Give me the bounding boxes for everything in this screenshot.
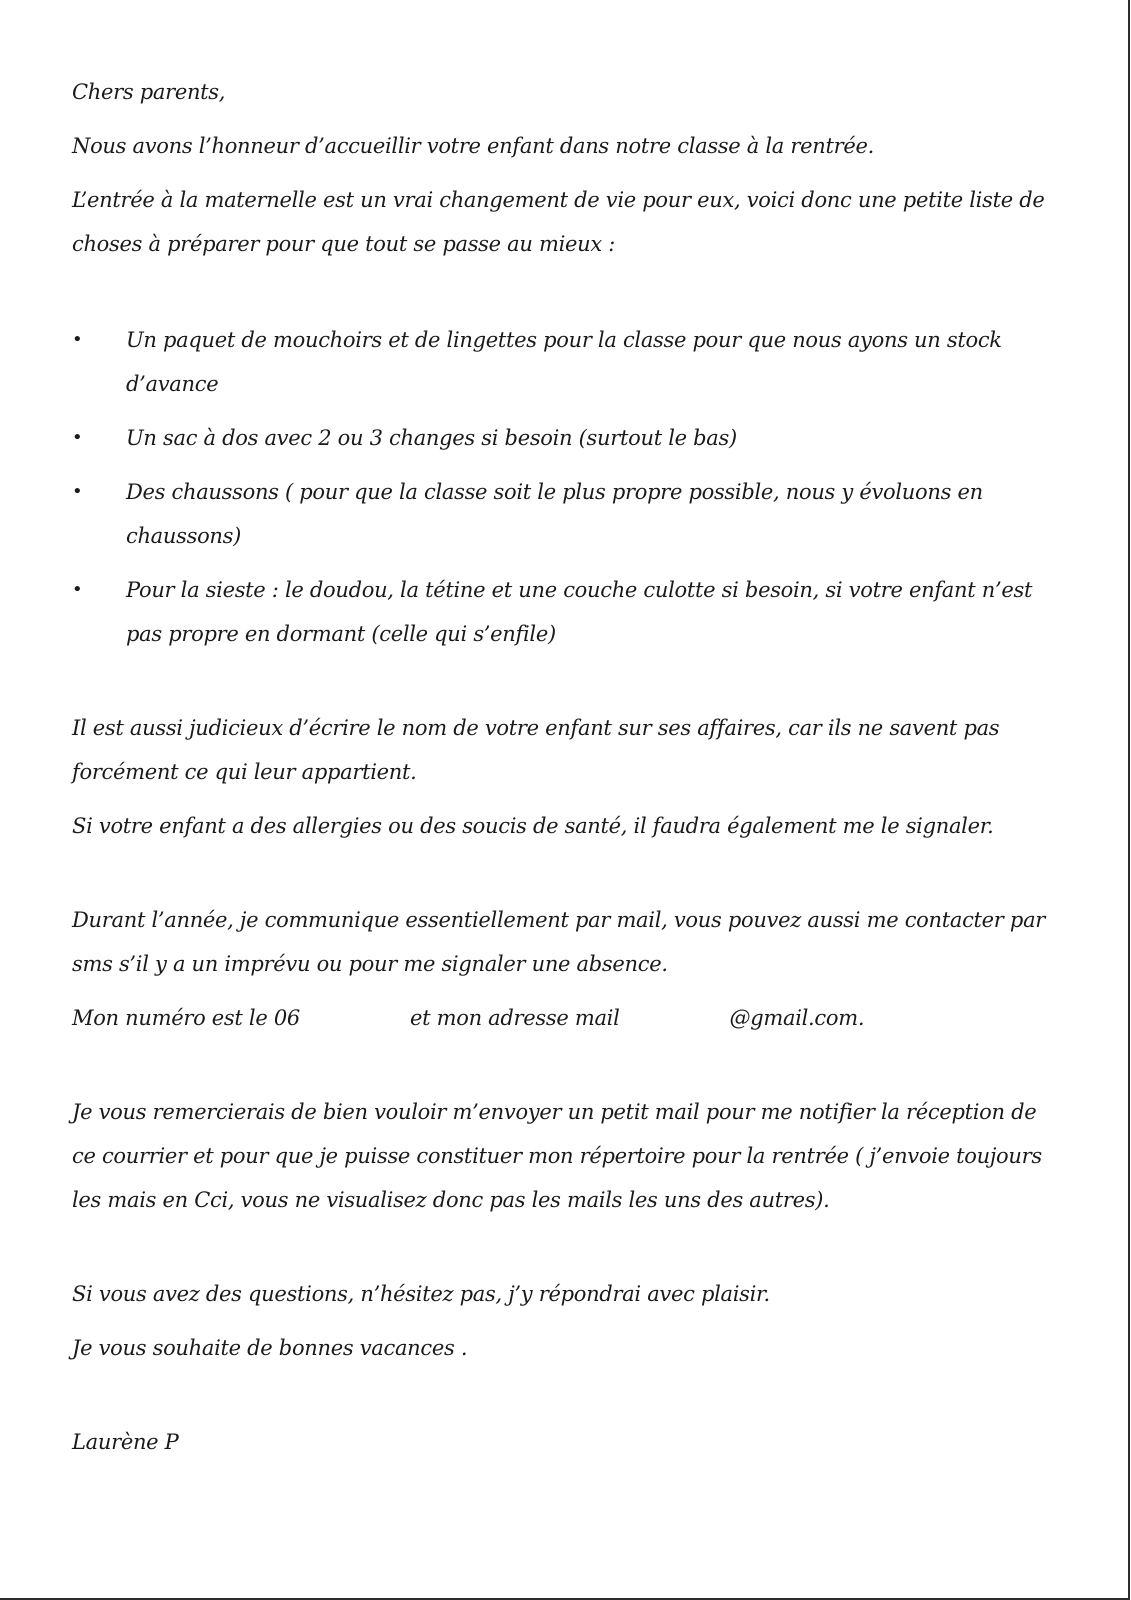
spacer [72,1380,1062,1420]
intro-paragraph: Nous avons l’honneur d’accueillir votre enfant dans notre classe à la rentrée. [72,134,874,158]
spacer [72,276,1062,318]
spacer [72,1232,1062,1272]
bullet-icon: • [72,427,83,448]
spacer [72,858,1062,898]
letter-body [72,70,1062,1474]
health-note-paragraph: Si votre enfant a des allergies ou des soucis de santé, il faudra également me le signaler. [72,814,994,838]
list-item [72,318,1062,406]
wishes-paragraph: Je vous souhaite de bonnes vacances . [72,1336,468,1360]
communication-paragraph: Durant l’année, je communique essentiellement par mail, vous pouvez aussi me contacter par sms s’il y a un imprévu ou pour me signaler une absence. [72,908,1046,976]
list-item-text: Pour la sieste : le doudou, la tétine et une couche culotte si besoin, si votre enfant n’est pas propre en dormant (celle qui s’enfile) [126,578,1033,646]
list-item-text: Des chaussons ( pour que la classe soit le plus propre possible, nous y évoluons en chaussons) [126,480,983,548]
bullet-icon: • [72,481,83,502]
mail-label: et mon adresse mail [409,1006,620,1030]
context-paragraph: L’entrée à la maternelle est un vrai changement de vie pour eux, voici donc une petite liste de choses à préparer pour que tout se passe au mieux : [72,188,1045,256]
list-item [72,416,1062,460]
request-paragraph: Je vous remercierais de bien vouloir m’envoyer un petit mail pour me notifier la réception de ce courrier et pour que je puisse constituer mon répertoire pour la rentrée ( j’envoie toujours les mais en Cci, vous ne visualisez donc pas les mails les uns des autres). [72,1100,1042,1212]
mail-domain: @gmail.com. [729,1006,865,1030]
supplies-list [72,318,1062,656]
list-item-text: Un paquet de mouchoirs et de lingettes pour la classe pour que nous ayons un stock d’avance [126,328,1002,396]
bullet-icon: • [72,579,83,600]
list-item [72,568,1062,656]
contact-line [72,996,1062,1040]
spacer [72,1050,1062,1090]
questions-paragraph: Si vous avez des questions, n’hésitez pas, j’y répondrai avec plaisir. [72,1282,770,1306]
greeting: Chers parents, [72,80,226,104]
spacer [72,666,1062,706]
bullet-icon: • [72,329,83,350]
names-note-paragraph: Il est aussi judicieux d’écrire le nom de votre enfant sur ses affaires, car ils ne savent pas forcément ce qui leur appartient. [72,716,1000,784]
list-item-text: Un sac à dos avec 2 ou 3 changes si besoin (surtout le bas) [126,426,737,450]
phone-label: Mon numéro est le 06 [72,1006,300,1030]
list-item [72,470,1062,558]
signature: Laurène P [72,1430,179,1454]
